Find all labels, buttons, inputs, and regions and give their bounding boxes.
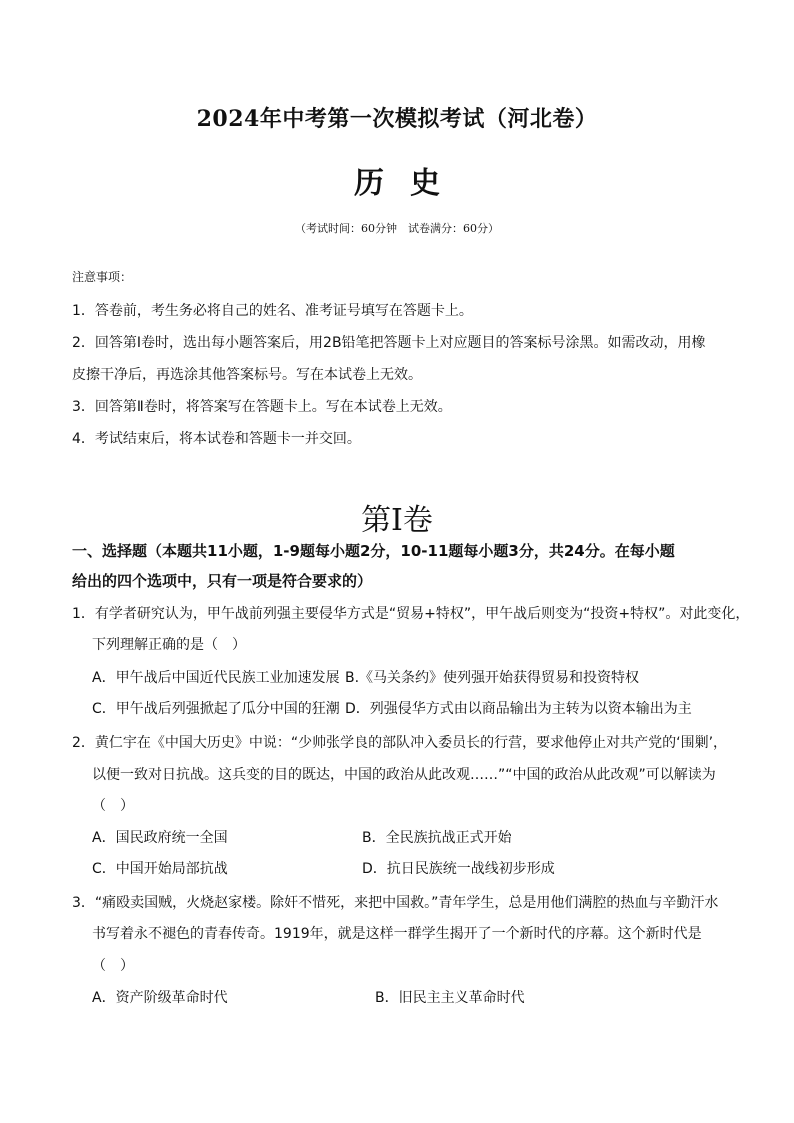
section-heading: 一、选择题（本题共11小题，1-9题每小题2分，10-11题每小题3分，共24分。在每小题: [72, 542, 675, 560]
subject-title: 历史: [354, 166, 466, 201]
notes-item: 3．回答第Ⅱ卷时，将答案写在答题卡上。写在本试卷上无效。: [72, 399, 452, 415]
question-stem: 3．“痛殴卖国贼，火烧赵家楼。除奸不惜死，来把中国救。”青年学生，总是用他们满腔的热血与辛勤汗水: [72, 895, 719, 911]
option-b: B.《马关条约》使列强开始获得贸易和投资特权: [345, 670, 640, 686]
option-d: D．列强侵华方式由以商品输出为主转为以资本输出为主: [345, 701, 692, 717]
notes-item: 4．考试结束后，将本试卷和答题卡一并交回。: [72, 431, 361, 447]
option-a: A．资产阶级革命时代: [92, 990, 228, 1006]
volume-title: 第Ⅰ卷: [361, 503, 433, 538]
notes-item: 1．答卷前，考生务必将自己的姓名、准考证号填写在答题卡上。: [72, 303, 473, 319]
exam-meta: （考试时间：60分钟 试卷满分：60分）: [295, 222, 499, 235]
question-stem: 下列理解正确的是（ ）: [92, 637, 246, 653]
option-a: A．甲午战后中国近代民族工业加速发展: [92, 670, 340, 686]
option-d: D．抗日民族统一战线初步形成: [362, 861, 555, 877]
question-stem: 2．黄仁宇在《中国大历史》中说：“少帅张学良的部队冲入委员长的行营，要求他停止对共产党的‘围剿’，: [72, 735, 728, 751]
option-b: B．全民族抗战正式开始: [362, 830, 512, 846]
option-c: C．甲午战后列强掀起了瓜分中国的狂潮: [92, 701, 340, 717]
notes-heading: 注意事项：: [72, 270, 133, 284]
exam-title: 2024年中考第一次模拟考试（河北卷）: [196, 106, 598, 132]
option-c: C．中国开始局部抗战: [92, 861, 228, 877]
option-b: B．旧民主主义革命时代: [375, 990, 525, 1006]
option-a: A．国民政府统一全国: [92, 830, 228, 846]
question-stem: 书写着永不褪色的青春传奇。1919年，就是这样一群学生揭开了一个新时代的序幕。这个新时代是: [92, 926, 702, 942]
section-heading: 给出的四个选项中，只有一项是符合要求的）: [72, 572, 373, 590]
question-stem: （ ）: [92, 798, 134, 814]
question-stem: 以便一致对日抗战。这兵变的目的既达，中国的政治从此改观……”“中国的政治从此改观”可以解读为: [92, 767, 716, 783]
notes-item: 2．回答第Ⅰ卷时，选出每小题答案后，用2B铅笔把答题卡上对应题目的答案标号涂黑。如需改动，用橡: [72, 335, 706, 351]
notes-item: 皮擦干净后，再选涂其他答案标号。写在本试卷上无效。: [72, 367, 422, 383]
question-stem: 1．有学者研究认为，甲午战前列强主要侵华方式是“贸易+特权”，甲午战后则变为“投资+特权”。对此变化，: [72, 606, 750, 622]
question-stem: （ ）: [92, 958, 134, 974]
